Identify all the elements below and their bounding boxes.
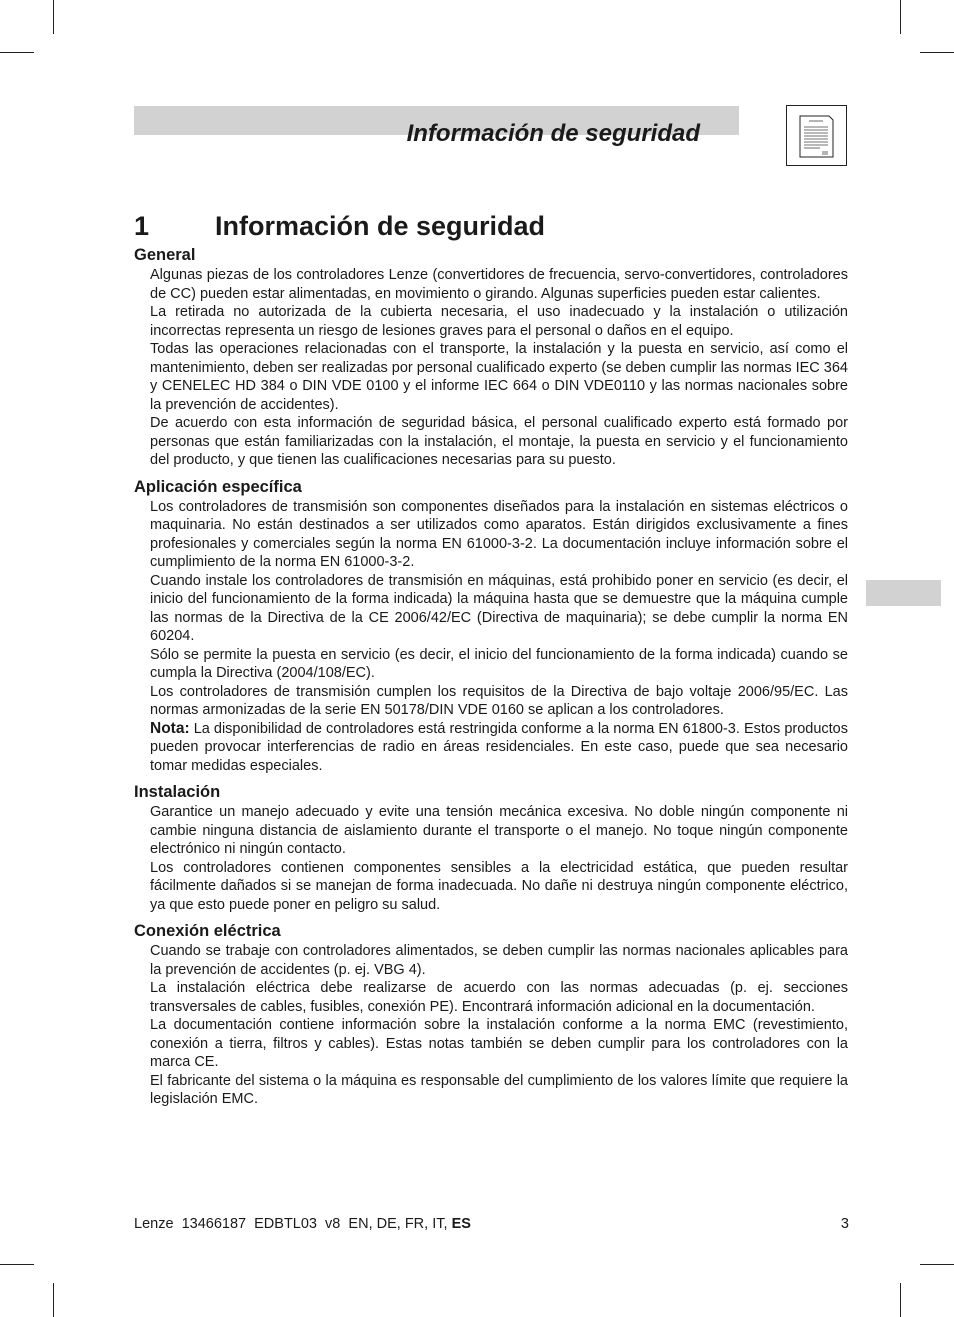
section-aplicacion [134,477,848,776]
crop-mark [900,0,901,34]
chapter-title: Información de seguridad [215,211,546,241]
section-heading: Conexión eléctrica [134,922,281,940]
paragraph: Garantice un manejo adecuado y evite una tensión mecánica excesiva. No doble ningún componente ni cambie ninguna distancia de aislamiento durante el transporte o el manejo. No toque ningún componente electrónico ni ningún contacto. [150,804,848,857]
paragraph: Los controladores de transmisión cumplen los requisitos de la Directiva de bajo voltaje 2006/95/EC. Las normas armonizadas de la serie EN 50178/DIN VDE 0160 se aplican a los controladores. [150,683,848,718]
paragraph: La instalación eléctrica debe realizarse de acuerdo con las normas adecuadas (p. ej. secciones transversales de cables, fusibles, conexión PE). Encontrará información adicional en la documentación. [150,980,848,1015]
document-icon [786,105,847,166]
note-label: Nota: [150,719,190,737]
section-instalacion [134,782,848,914]
page-number: 3 [840,1216,849,1232]
section-general [134,245,848,470]
paragraph: La documentación contiene información sobre la instalación conforme a la norma EMC (revestimiento, conexión a tierra, filtros y cables). Estas notas también se deben cumplir para los controladores con la marca CE. [150,1017,848,1070]
crop-mark [920,1264,954,1265]
paragraph: Todas las operaciones relacionadas con el transporte, la instalación y la puesta en servicio, así como el mantenimiento, deben ser realizadas por personal cualificado experto (se deben cumplir las normas IEC 364 y CENELEC HD 384 o DIN VDE 0100 y el informe IEC 664 o DIN VDE0110 y las normas nacionales sobre la prevención de accidentes). [150,341,848,413]
section-heading: General [134,246,196,264]
chapter-number: 1 [134,211,150,241]
crop-mark [900,1283,901,1317]
footer-lang: ES [451,1216,471,1232]
crop-mark [0,52,34,53]
note-text: La disponibilidad de controladores está restringida conforme a la norma EN 61800-3. Estos productos pueden provocar interferencias de radio en áreas residenciales. En este caso, puede que sea necesario tomar medidas especiales. [150,720,848,774]
footer-text: Lenze 13466187 EDBTL03 v8 EN, DE, FR, IT, [134,1216,452,1232]
paragraph: Algunas piezas de los controladores Lenze (convertidores de frecuencia, servo-convertidores, controladores de CC) pueden estar alimentadas, en movimiento o girando. Algunas superficies pueden estar calientes. [150,267,848,302]
paragraph: Sólo se permite la puesta en servicio (es decir, el inicio del funcionamiento de la forma indicada) cuando se cumpla la Directiva (2004/108/EC). [150,646,848,681]
crop-mark [920,52,954,53]
note-paragraph [150,720,848,776]
content [134,245,848,1116]
paragraph: La retirada no autorizada de la cubierta necesaria, el uso inadecuado y la instalación o utilización incorrectas representa un riesgo de lesiones graves para el personal o daños en el equipo. [150,304,848,339]
crop-mark [53,1283,54,1317]
section-heading: Instalación [134,783,221,801]
paragraph: Cuando instale los controladores de transmisión en máquinas, está prohibido poner en servicio (es decir, el inicio del funcionamiento de la forma indicada) la máquina hasta que se demuestre que la máquina cumple las normas de la Directiva de la CE 2006/42/EC (Directiva de maquinaria); se debe cumplir la norma EN 60204. [150,572,848,644]
crop-mark [0,1264,34,1265]
paragraph: El fabricante del sistema o la máquina es responsable del cumplimiento de los valores límite que requiere la legislación EMC. [150,1072,848,1107]
section-conexion [134,921,848,1109]
crop-mark [53,0,54,34]
paragraph: Los controladores de transmisión son componentes diseñados para la instalación en sistemas eléctricos o maquinaria. No están destinados a ser utilizados como aparatos. Están dirigidos exclusivamente a fines profesionales y comerciales según la norma EN 61000-3-2. La documentación incluye información sobre el cumplimiento de la norma EN 61000-3-2. [150,498,848,570]
paragraph: De acuerdo con esta información de seguridad básica, el personal cualificado experto está formado por personas que están familiarizadas con la instalación, el montaje, la puesta en servicio y el funcionamiento del producto, y que tienen las cualificaciones necesarias para su puesto. [150,415,848,468]
paragraph: Cuando se trabaje con controladores alimentados, se deben cumplir las normas nacionales aplicables para la prevención de accidentes (p. ej. VBG 4). [150,943,848,978]
section-heading: Aplicación específica [134,477,302,496]
footer [134,1214,471,1234]
paragraph: Los controladores contienen componentes sensibles a la electricidad estática, que pueden resultar fácilmente dañados si se manejan de forma inadecuada. No dañe ni destruya ningún componente eléctrico, ya que esto puede poner en peligro su salud. [150,859,848,913]
side-tab [866,580,941,606]
header-title: Información de seguridad [406,120,700,147]
